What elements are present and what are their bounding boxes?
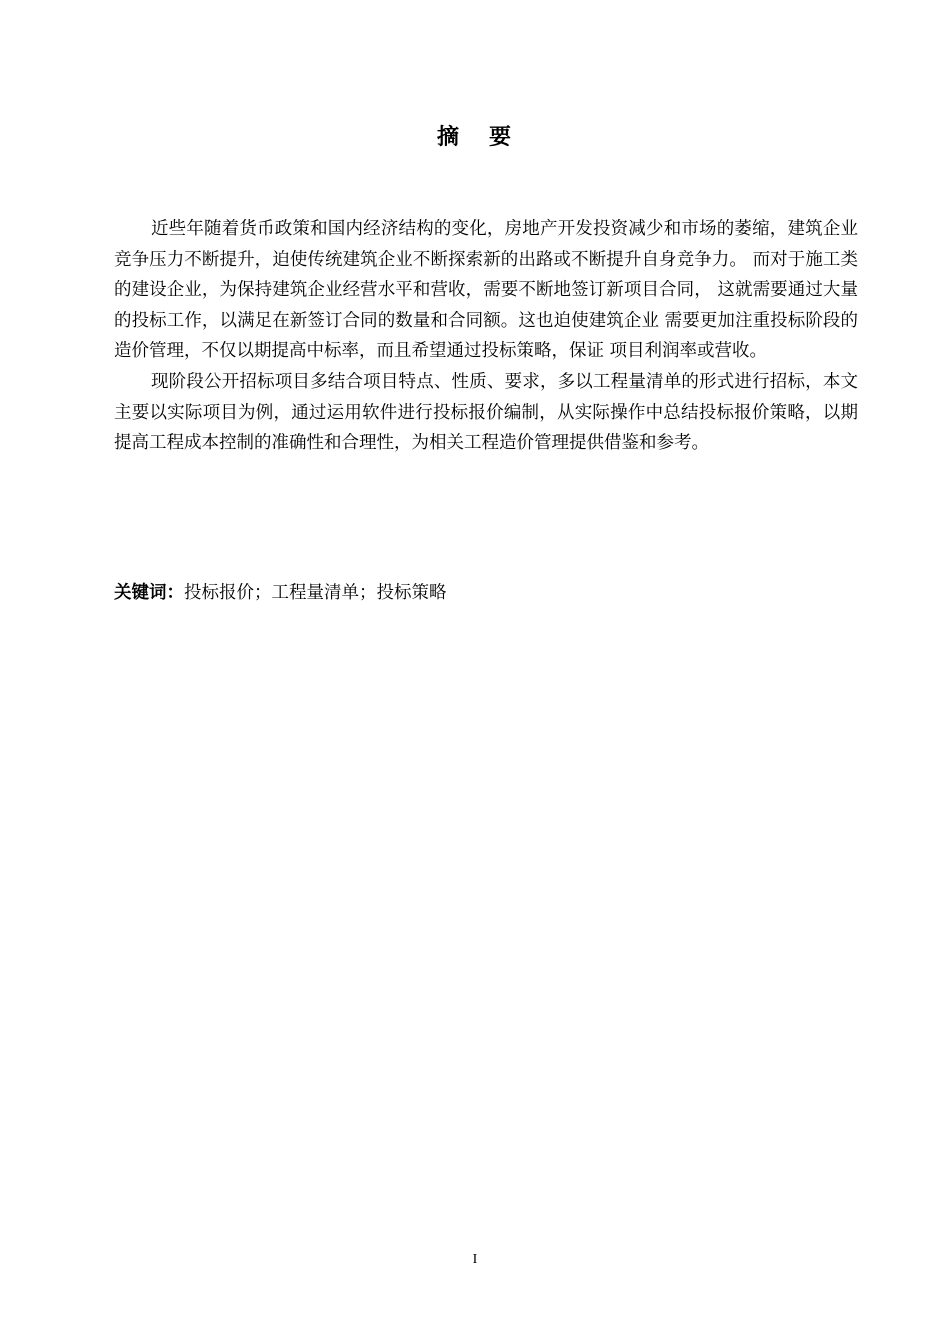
page-number: I [472, 1252, 478, 1267]
abstract-paragraph-1: 近些年随着货币政策和国内经济结构的变化，房地产开发投资减少和市场的萎缩，建筑企业竞争压力不断提升，迫使传统建筑企业不断探索新的出路或不断提升自身竞争力。 而对于施工类的建设企业，为保持建筑企业经营水平和营收，需要不断地签订新项目合同， 这就需要通过大量的投标工作，以满足在新签订合同的数量和合同额。这也迫使建筑企业 需要更加注重投标阶段的造价管理，不仅以期提高中标率，而且希望通过投标策略，保证 项目利润率或营收。 [114, 219, 858, 362]
keywords-label: 关键词： [114, 583, 184, 603]
abstract-title-char-1: 摘 [436, 125, 461, 150]
abstract-paragraph-2: 现阶段公开招标项目多结合项目特点、性质、要求，多以工程量清单的形式进行招标，本文主要以实际项目为例，通过运用软件进行投标报价编制，从实际操作中总结投标报价策略，以期提高工程成本控制的准确性和合理性，为相关工程造价管理提供借鉴和参考。 [114, 371, 858, 454]
keywords-text: 投标报价；工程量清单；投标策略 [184, 583, 447, 603]
abstract-title-char-2: 要 [489, 125, 514, 150]
abstract-title [0, 122, 950, 154]
keywords-line [114, 578, 858, 608]
abstract-body [114, 214, 858, 459]
